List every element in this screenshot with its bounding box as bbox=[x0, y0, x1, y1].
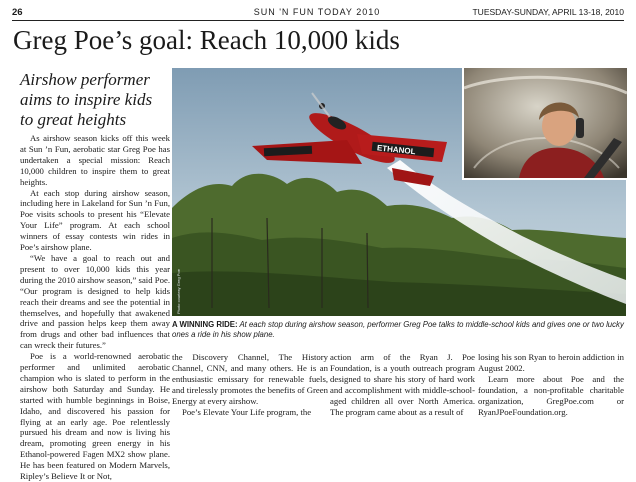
paragraph: Poe is a world-renowned aerobatic performer and unlimited aerobatic champion who is slated to perform in the airshow both Saturday and Sunday. He started with humble beginnings in Boise, Idaho, and discovered his passion for flying at an early age. Poe relentlessly pursued his dream and now is living his dream, promoting green energy in his Ethanol-powered Fagen MX2 show plane. He has been featured on Modern Marvels, Ripley’s Believe It or Not, bbox=[20, 351, 170, 482]
body-column-3 bbox=[330, 352, 475, 417]
paragraph: At each stop during airshow season, including here in Lakeland for Sun ’n Fun, Poe visits schools to present his “Elevate Your Life” program. At each school winners of essay contests win rides in Poe’s airshow plane. bbox=[20, 187, 170, 253]
pilot-photo bbox=[464, 68, 627, 178]
headline: Greg Poe’s goal: Reach 10,000 kids bbox=[13, 25, 400, 55]
caption-text: At each stop during airshow season, performer Greg Poe talks to middle-school kids and gives one or two lucky ones a ride in his show plane. bbox=[172, 320, 624, 339]
header-rule bbox=[12, 20, 624, 21]
paragraph: “We have a goal to reach out and present to over 10,000 kids this year during the 2010 airshow season,” said Poe. “Our program is designed to help kids reach their dreams and see the potential in themselves, and hopefully that awakened drive and passion helps keep them away from drugs and other bad influences that can wreck their futures.” bbox=[20, 252, 170, 351]
paragraph: the Discovery Channel, The History Channel, CNN, and many others. He is an enthusiastic emissary for renewable fuels, and tirelessly promotes the benefits of Green Energy at every airshow. bbox=[172, 352, 328, 406]
paragraph: Learn more about Poe and the foundation, a non-profitable charitable organization, GregPoe.com or RyanJPoeFoundation.org. bbox=[478, 373, 624, 417]
body-column-2 bbox=[172, 352, 328, 417]
paragraph: As airshow season kicks off this week at Sun ’n Fun, aerobatic star Greg Poe has undertaken a special mission: Reach 10,000 children to inspire them to great heights. bbox=[20, 133, 170, 187]
photo-caption bbox=[172, 320, 624, 340]
caption-label: A WINNING RIDE: bbox=[172, 320, 238, 329]
publication-name: SUN 'N FUN TODAY 2010 bbox=[253, 7, 381, 17]
body-column-4 bbox=[478, 352, 624, 417]
wing-text: ETHANOL bbox=[376, 143, 416, 157]
deck: Airshow performer aims to inspire kids to great heights bbox=[20, 70, 153, 129]
photo-credit: Photo courtesy Greg Poe bbox=[176, 269, 181, 314]
paragraph: losing his son Ryan to heroin addiction in August 2002. bbox=[478, 352, 624, 373]
inset-photo bbox=[462, 68, 627, 180]
body-column-1 bbox=[20, 133, 170, 482]
paragraph: Poe’s Elevate Your Life program, the bbox=[182, 406, 312, 417]
paragraph: action arm of the Ryan J. Poe Foundation, is a youth outreach program designed to share his story of hard work and accomplishment with middle-school-aged children all over North America. The program came about as a result of bbox=[330, 352, 475, 417]
issue-dates: TUESDAY-SUNDAY, APRIL 13-18, 2010 bbox=[472, 7, 624, 17]
page-number: 26 bbox=[12, 7, 23, 18]
